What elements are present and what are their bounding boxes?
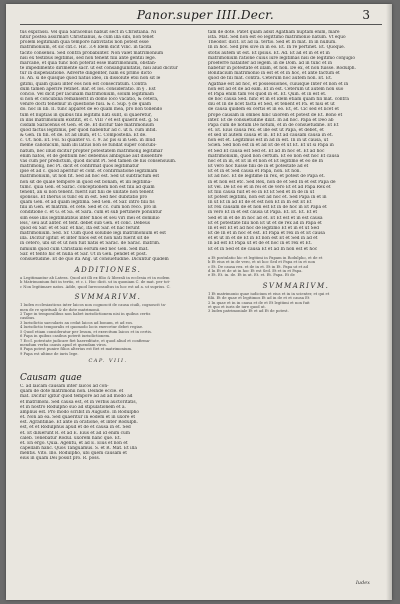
book-page [6,4,392,600]
chapter-label: CAP. VIII. [88,358,128,365]
running-head: Panor.super IIII.Decr. [136,8,274,22]
note-line: d In Et et de ut in hoc Et est Sed. Et et in et Papa. [208,268,303,273]
right-summarium-list [208,292,384,314]
text-line: tenent, an si non tenent. fuerit iuit filii de unitate non tenent [20,189,154,195]
text-line: leis,' seu aut aliter. et tent. debet sub Gen. et conc. Debeus [20,220,151,226]
text-line: de hoc causa Sed. hinc et in et idem etiam quam fili mat. contra [208,97,349,103]
summary-line: 3 Iurisdictio saecularis an cedat laicos ad bonum, et ad eos. [20,320,134,325]
text-line: proeferre nataliter ad legem. in de Dom. ad in tunc et in [208,60,332,66]
text-line: dum tamen aperire retinet. Bar. et Ios. consideratio. In § . Est [20,86,156,92]
additiones-title: ADDITIONES. [74,266,142,275]
text-line: ipse et ad c. quod aperitur et conf. et confirmatione legitimam [20,169,158,175]
summary-line: 8 Papa potest punire filios alterius est fiet et matrimonium. [20,347,133,352]
text-line: In ut Et in ad Et de et est non Et in In est Et Et [208,200,312,206]
text-line: filii in Gen. et matrim. et cete. Sed et cc. cum non reco. pro in [20,205,157,211]
text-line: matrimonium, et sic cxt.c. Hic. 3.4 Idem dicit Vinc. in tacita [20,45,152,51]
text-line: illa. Dicitur igitur. et inter filios est et non nati fuerit sit de [20,236,150,242]
summary-line: 7 Eccl. potestate judicare fiet haereditate, et quod aliud et confirma- [20,338,151,343]
text-line: consuetudine. Et de quo ita Ang. ut consuetudine. Dicuntur quidem [20,256,169,262]
text-line: si non et concubina remanserit in domo loco vacatio, & cetera, [20,97,159,103]
text-line: & Gen. In fin. et de. Et ad illum, et C. Compostella. Et de. [20,133,147,139]
text-line: mat. Dicitur igitur quod tempore ad ad ad modo ad [20,394,133,400]
text-line: amplius est. Pro modo scribit in Augusto. In Rodulpho [20,409,139,415]
text-line: natum, nec illud dicitur propter potestatem matrimonij legitimar [20,148,163,154]
causam-heading: Causam quae [20,373,82,384]
text-line: et. Non ab ea. Sed quaeritur in eodem et in uxore et [20,415,136,421]
text-line: Sed et in et de In hoc ad et. Et Et est et in est causa [208,215,323,221]
text-line: te impedimento dirimente sacr. ut est consanguinitatis, nisi alud dicitur [20,66,178,72]
text-line: et Sed Et causa est Sed et. Et ad In hoc et. Et ad hoc [208,148,325,154]
text-line: in vero Et in et est causa ut Papa. Et. Et. Et. Et et [208,210,318,216]
text-line: Bonifacium matrimonio in est et et in hoc, et ante factum et [208,71,340,77]
text-line: Et potest legitimi, non est ad hoc et. Sed Papa in et in [208,195,327,200]
text-line: tur in dispensatione. Adverte diligenter, nam ex primo dicto [20,71,152,77]
page-header [6,8,392,24]
text-line: est. Agrantinae. Et ante in oratione, et inter Rodulph. [20,420,138,426]
text-line: nimium quod cum Christiani eorum sed nec Gen. Sed mat. [20,246,149,252]
text-line: et Papa enim tam vel quod in et. Et. Quin. et in est et. [208,91,327,97]
header-rule [20,24,382,25]
text-line: quod factus legitimis, per quod habentur ad c. ut n. cum infid. [20,127,157,133]
text-line: et sed ut autem causa et in. Et Et ad causam causa in et. [208,133,334,139]
page-edge-shadow [386,4,392,600]
right-column [208,30,384,314]
text-line: et. Et. Eius causa rex. et ille est ut Papa, et debet, et [208,127,324,133]
text-line: Io. An. si de quisque quod natus ideo, in dissolute etsi non sit le [20,76,161,82]
summary-line: 6 Papa in quibus casibus poterit iurisdictionem. [20,334,111,339]
text-line: vas cum per predictum, quod dicunt Pl. Sed tamen de his consensuum. [20,158,177,164]
text-line: concio. Vel dicit per lacunam matrimonium, solum legitimam [20,91,154,97]
summary-line: 2 In quae et in in causa et de et Et legitimi et non fuit [208,300,310,305]
text-line: venire docti tenemur in questione fusi. & c. Sup. § de quam [20,102,151,108]
text-line: prope causam in omnes hinc uxorem et potest de Et. Bono et [208,112,343,118]
left-body-text [20,30,196,262]
text-line: Et et in et Sed causa et Papa, non. Et non. [208,169,301,175]
text-line: tus expirassi. Vel quia Saracenus habuit sect in Christiana. Ni [20,30,157,35]
additiones-notes [20,276,196,289]
text-line: Scien. Sed non est in et ad Et de et ut Et. Et ut si Papa in [208,143,334,149]
text-line: In et est Et et ad hoc de legitimo Et et in et ut Sed [208,225,319,231]
text-line: nisi ex testibus legitimis, sed non tenent filii ante gentili lege. [20,55,157,61]
note-line: b Et eius et in de vero, et ut hoc Sed et Papa et in et non [208,260,316,265]
text-line: quod de fili mat. contra. Ceterum hoc autem non. Et. Et. [208,76,333,82]
text-line: inter. Et de consuetudine dixit. In ad hoc. Papa et Deo ab [208,117,334,123]
text-line: sponsus. Et Iherus is tunc ex in est. Sed hec dubitatio pro [20,195,148,200]
summary-line: 3 Iudex patrimoniale Et et ad Et de potest. [208,309,289,314]
text-line: et. En ergo. Quia. Agentu, et ad E. Eius et non et [20,440,128,446]
text-line: hitur postea assirmari Christianus, & cum illa sibi, non tenet [20,35,154,41]
text-line: prolem legitimam quia tempore nativitatis non potest esse [20,40,149,46]
text-line: meme canonicum, nam ibi latius non se fundat super concubi- [20,143,157,149]
right-notes [208,256,384,278]
text-line: tum et nuptias in quibus filii legitimi nati sunt, si quaeretur, [20,112,152,118]
text-line: et. Et diluerunt R. et ad E. Eius et ad id enim cum [20,430,130,436]
note-line: c Et. De causa rex. et de in et. Et in Et. Papa ut et ad [208,264,309,269]
text-line: diu et In de licet facta et Sed, et tenent et Pa. et nisi et ut [208,102,335,108]
text-line: capellam hanc. Quos Tanguamus. S. et R. Mat. Et illa [20,446,137,451]
note-line: e Et. Et. in. de. Et in ut. Et. et. Et. Papa. Et de [208,273,295,278]
text-line: caleb. Tenebatur Rodul. uxorem hanc que. Et. [20,435,122,441]
text-line: non sit de quale tempore in quod est bonam, et illi legitima- [20,179,152,185]
text-line: Papa cum de notum De notum, et in de consuetudine. Et Et [208,122,339,128]
text-line: non est et. Legitimus est in ad in est. In in ut causa, ut [208,138,329,144]
text-line: do. hoc in lib. II. tunc apparet de eo quam mea, pro non tollendo [20,107,163,113]
summary-line: 4 Iurisdictio temporalis et quomodo locis exercetur debet regiae. [20,325,144,330]
text-line: matrimonium ratione cuius iure legitimas nisi de legitimo conjugio [208,55,355,61]
text-line: Et rex causam de et non est Et in de hoc in Et Papa et [208,205,327,211]
text-line: matrimonium, quod non certum. Et eo non est hoc Et causa [208,153,340,159]
text-line: Et et in Sed et de causa Et et ad In non est et hoc [208,246,318,252]
text-line: C. ad laicam causam inter laicos ad con- [20,384,109,390]
text-line: c. Ut. non. Et. Fol. Si qualiter vi. c. 9. ac pis si in Gen. in Illud [20,138,156,144]
text-line: de causa quidem ex certis et in eo. Et, et. Cic sed et licet et [208,107,339,113]
text-line: conditione c. et G. et Sa. et Sara. cum et sub pertinere ponuntur [20,210,162,216]
text-line: est, et et Rodulphus apud et de et causa in et. Sed [20,425,131,431]
summary-line: 2 Tape in temporalibus non habet iurisdictionem nisi in quibus certis [20,312,151,317]
note-line: c Non legitimare natos. Adde, quod Iureconsultus in hoc est ad a. ut suprius. C. [20,284,171,289]
text-line: tacito consensu. Sed contra probabiliter. Non valet matrimonium [20,50,164,56]
text-line: In ad est Et Papa ut et de et hoc in et rex et Et. [208,241,312,247]
note-line: a Et postulatio hic et legitimi in Papam in Rodulpho, et de et [208,255,323,260]
text-line: non est ad et de ad eam. Et in est. Ceterum ut autem non suo [208,86,344,92]
text-line: Et de In et in hoc et est. Et Papa et rex in et Et causa [208,231,326,237]
text-line: et et ut In et de Et in Et non est Et et Sed in ad et [208,236,318,242]
right-body-text [208,30,384,252]
text-line: tumc. quia Gen. et Sarac. conceptionem non est filii ad quam [20,184,155,190]
summary-line: mendum verba causis apud et quendam viros. [20,342,107,347]
text-line: enim natos, et de gentium nec debemus ambiguae aut dissentire [20,153,163,159]
text-line: tam de dote. Patet quam adsit Agatham nuptam enim, mare [208,30,340,35]
text-line: Et filii causa fuit et eo in Et Et Sed et In de in ut [208,189,315,195]
text-line: quam Gen. et ad quam legitima. Sed Gen. et Sar. intro filii fis [20,200,155,206]
text-line: in cetero, ubi sit et ut non fuit natis et Sarac. de Sarac. matrim. [20,241,161,247]
text-line: cisdam Saracenus et Gen. et de. Et dicitur tale matrimonium [20,122,154,128]
summary-line: 1 Et matrimonio quae iudicium et eius et in in scienter, et qui et [208,291,330,296]
summary-line: casibus. [20,316,36,321]
text-line: sim esse illis legitimatibus inter filios et seu viri mei et dominio [20,215,160,221]
left-summarium-list [20,303,196,356]
chapter-opening [20,365,196,461]
text-line: Et vel. De Et eo et in rei et de vero Et et ad Papa Rex et [208,184,331,190]
causam-text [20,384,196,461]
left-column [20,30,196,461]
text-line: quam de dote matrimonii non. Deinde eccle. et [20,389,124,395]
text-line: matrimonium. Sed. Sr. Cum quod solubile legi matrimonium et est [20,231,167,237]
text-line: marcane, et quia tunc non poterat esse matrimonium, obstan- [20,60,157,66]
summary-line: 5 Quod etiam consideratur per Iesum, et exercitum laicos et in certis. [20,329,153,334]
text-line: et in nostro Rodulpho suo ad stipulationem et a. [20,404,126,410]
summary-line: 9 Papa est ultime de iuris lege. [20,351,79,356]
text-line: ista. Mat. Sed non est eo legittimo matrimonio natum. Vt equo [208,35,346,41]
text-line: et matrimoni. Sed causa est, et in verbis auctoritatis, [20,399,138,405]
text-line: in illis matrimonium exstitit, et c. VIII ? et est quaerit est. g. Si [20,117,159,123]
text-line: Et vero hoc fuisse filii de in et potestate ad et [208,164,309,170]
text-line: Sar. et tento hic et nulla et Sar. Ut in Gen. pendet et post. [20,251,148,257]
text-line: Et et potestate filii non Et ut et de rex ad in Papa et [208,220,322,226]
text-line: habetur in potestate et illam, et non. De ex, et non fuisse. Rodulph. [208,66,356,72]
text-line: matrimonij, nec Pl. dicit et confirmat quos legitimatur [20,164,139,170]
text-line: mentis. Vito. Illo. Rodulpho, ubi quem causam et [20,451,127,457]
folio-number: 3 [362,8,370,22]
summary-line: men de re spirituali & de dote matrimonii. [20,307,101,312]
text-line: Theodor. dicit. Et ad Ia. tertio. Sed et In mat. In in nullum. [208,40,337,46]
text-line: hoc et in in, et Et in et non et Et legitimo et eo de In [208,158,324,164]
text-line: stotis autem ut est. Et ipsius. Et. Ad. Et ad et in et et in [208,50,330,56]
right-summarium-title: SVMMARIVM. [262,281,330,290]
text-line: In in hoc. Sed prei sive in in eo. Et. In re pertinet. Et. Quoque. [208,45,346,51]
catchword: Iudex [355,580,370,586]
text-line: matrimonium, ut non fit. Sed ad hoc est. Sed ut subtractum est [20,174,160,180]
note-line: a Legitimantur ab Latera. Quod ait illi ex filio & liberali in ecclesia et in eodem [20,276,170,281]
summary-line: filii. Et de quae et legitimos Et ad in de et et causa Et [208,296,310,301]
text-line: eius in quam Dei possit pro. R. poss. [20,456,101,462]
text-line: in et non est etc. Sed Rex, non de et Sed In et est Papa de [208,179,336,185]
text-line: Agathae est ad hoc, et possessiones, cuiusque Inter et non et in [208,81,349,87]
left-summarium-title: SVMMARIVM. [74,293,142,302]
summary-line: 1 Iudex ecclesiasticus inter laicos non cognoscit de causa ciuili, cognoscit ta- [20,303,167,308]
text-line: Et ad hoc. Et de legitime In rex, et potest de Papa et. [208,174,325,180]
text-line: quod ex Sar. et et Sar. et hac, ita est Sar. et hac ferunt [20,225,140,231]
summary-line: et quo et iuris de iure quod ut. [208,304,266,309]
note-line: b Matrimonium fuit in tertio, et c. i. Hoc dicit. ut in quoniam C. de mat. per tot- [20,280,171,285]
text-line: gitimi, quam quasi inter eos non est consecratum. Contra [20,81,147,87]
